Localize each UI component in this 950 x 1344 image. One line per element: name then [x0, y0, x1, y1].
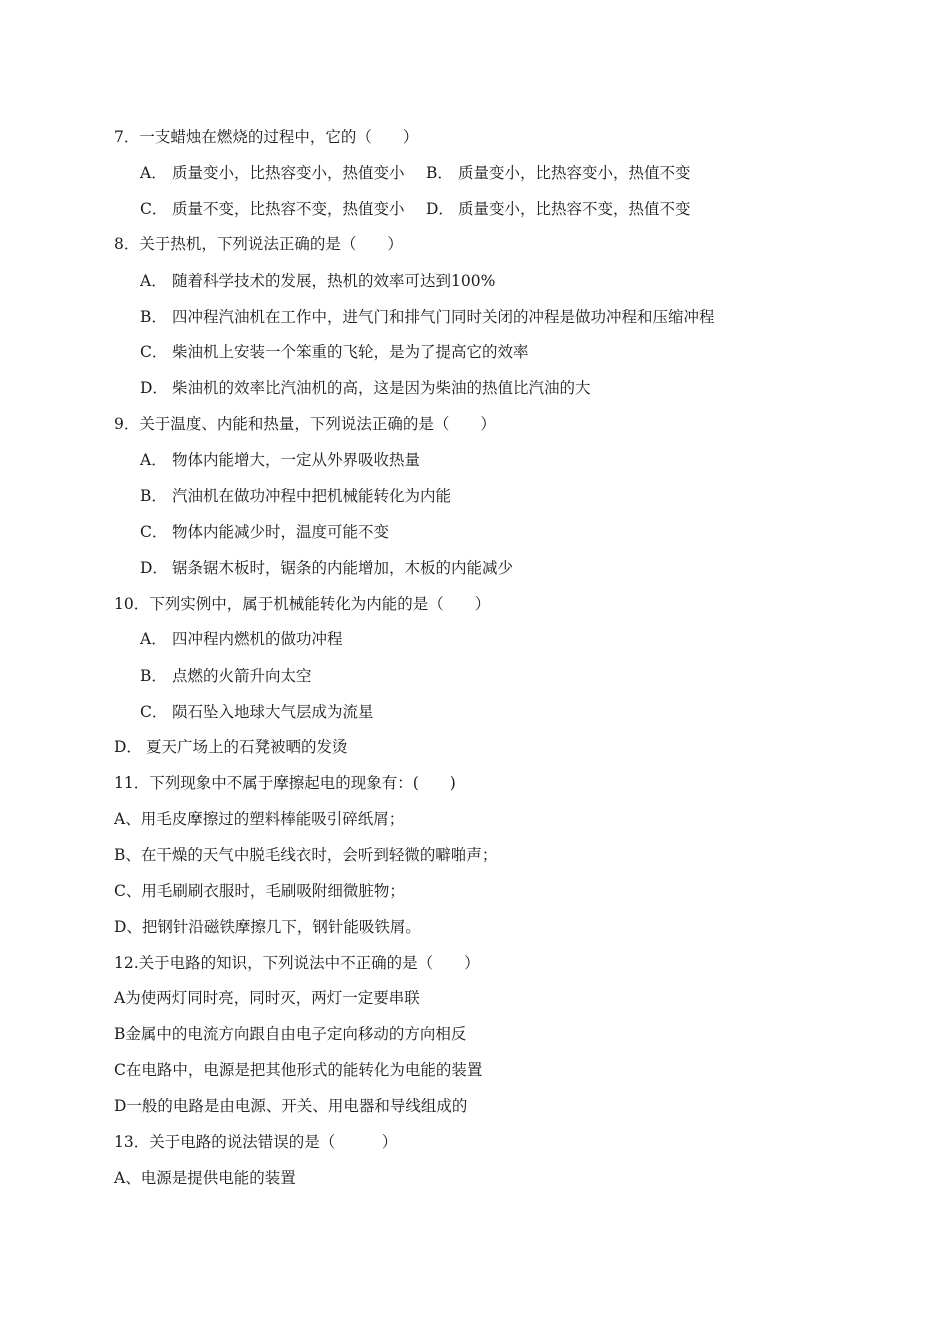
option-label: A． — [140, 164, 167, 182]
option-label: C． — [140, 200, 168, 218]
option-label: A． — [140, 451, 167, 469]
option-b — [426, 163, 691, 183]
question-9-stem: 9．关于温度、内能和热量，下列说法正确的是（ ） — [114, 415, 496, 433]
option-label: D． — [140, 559, 168, 577]
option-text: 点燃的火箭升向太空 — [172, 667, 312, 685]
question-12-line-a: A为使两灯同时亮，同时灭，两灯一定要串联 — [114, 989, 420, 1007]
option-label: B． — [140, 667, 167, 685]
option-text: 柴油机上安装一个笨重的飞轮，是为了提高它的效率 — [172, 343, 529, 361]
question-11-line-d: D、把钢针沿磁铁摩擦几下，钢针能吸铁屑。 — [114, 918, 421, 936]
question-13-stem: 13．关于电路的说法错误的是（ ） — [114, 1133, 398, 1151]
question-13-line-a: A、电源是提供电能的装置 — [114, 1169, 296, 1187]
option-text: 锯条锯木板时，锯条的内能增加，木板的内能减少 — [172, 559, 514, 577]
option-label: C． — [140, 343, 168, 361]
question-12-line-b: B金属中的电流方向跟自由电子定向移动的方向相反 — [114, 1025, 467, 1043]
option-text: 质量不变，比热容不变，热值变小 — [172, 200, 405, 218]
question-7-options-cd — [140, 199, 691, 219]
option-text: 夏天广场上的石凳被晒的发烫 — [146, 738, 348, 756]
option-label: D． — [426, 200, 454, 218]
question-10-option-a — [140, 629, 343, 649]
question-7-stem: 7．一支蜡烛在燃烧的过程中，它的（ ） — [114, 128, 419, 146]
question-10-stem: 10．下列实例中，属于机械能转化为内能的是（ ） — [114, 595, 491, 613]
question-8-option-b — [140, 307, 715, 327]
question-12-stem: 12.关于电路的知识，下列说法中不正确的是（ ） — [114, 954, 480, 972]
option-text: 质量变小，比热容变小，热值不变 — [458, 164, 691, 182]
question-8-option-d — [140, 378, 591, 398]
question-9-option-c — [140, 522, 389, 542]
question-9-option-b — [140, 486, 451, 506]
option-text: 四冲程内燃机的做功冲程 — [172, 630, 343, 648]
option-text: 柴油机的效率比汽油机的高，这是因为柴油的热值比汽油的大 — [172, 379, 591, 397]
question-9-option-d — [140, 558, 513, 578]
option-label: B． — [426, 164, 453, 182]
option-label: B． — [140, 487, 167, 505]
question-10-option-d — [114, 737, 348, 757]
option-text: 质量变小，比热容不变，热值不变 — [458, 200, 691, 218]
question-8-option-c — [140, 342, 529, 362]
option-label: A． — [140, 630, 167, 648]
question-12-line-d: D一般的电路是由电源、开关、用电器和导线组成的 — [114, 1097, 468, 1115]
option-text: 质量变小，比热容变小，热值变小 — [172, 164, 405, 182]
option-label: D． — [140, 379, 168, 397]
option-label: C． — [140, 703, 168, 721]
question-11-line-c: C、用毛刷刷衣服时，毛刷吸附细微脏物； — [114, 882, 405, 900]
option-text: 物体内能增大，一定从外界吸收热量 — [172, 451, 421, 469]
option-text: 汽油机在做功冲程中把机械能转化为内能 — [172, 487, 452, 505]
question-10-option-b — [140, 666, 312, 686]
option-text: 陨石坠入地球大气层成为流星 — [172, 703, 374, 721]
option-text: 物体内能减少时，温度可能不变 — [172, 523, 390, 541]
question-9-option-a — [140, 450, 420, 470]
question-10-option-c — [140, 702, 374, 722]
option-text: 四冲程汽油机在工作中，进气门和排气门同时关闭的冲程是做功冲程和压缩冲程 — [172, 308, 715, 326]
option-label: D． — [114, 738, 142, 756]
question-11-line-b: B、在干燥的天气中脱毛线衣时，会听到轻微的噼啪声； — [114, 846, 498, 864]
question-12-line-c: C在电路中，电源是把其他形式的能转化为电能的装置 — [114, 1061, 483, 1079]
question-11-line-a: A、用毛皮摩擦过的塑料棒能吸引碎纸屑； — [114, 810, 405, 828]
question-7-options-ab — [140, 163, 691, 183]
question-8-option-a — [140, 271, 495, 291]
option-label: A． — [140, 272, 167, 290]
option-d — [426, 199, 691, 219]
option-text: 随着科学技术的发展，热机的效率可达到100% — [172, 272, 496, 290]
option-label: C． — [140, 523, 168, 541]
question-11-stem: 11．下列现象中不属于摩擦起电的现象有：( ) — [114, 774, 456, 792]
option-label: B． — [140, 308, 167, 326]
question-8-stem: 8．关于热机，下列说法正确的是（ ） — [114, 235, 403, 253]
